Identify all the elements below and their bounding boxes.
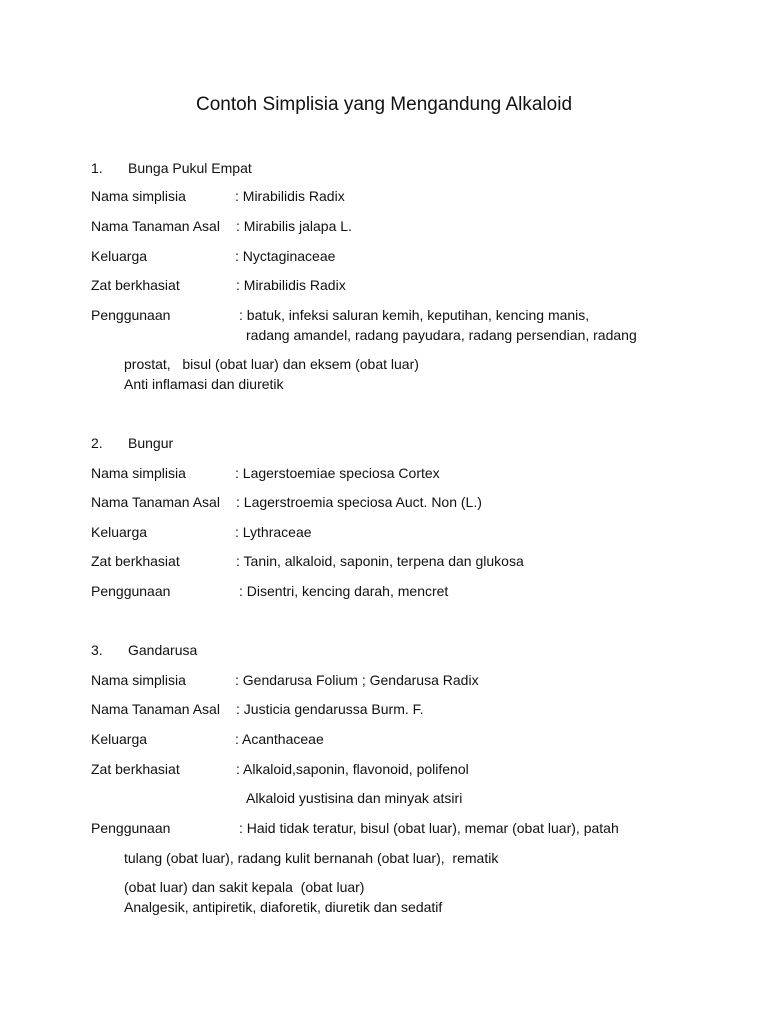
- field-value: : Alkaloid,saponin, flavonoid, polifenol: [236, 761, 469, 777]
- field-value: : Justicia gendarussa Burm. F.: [236, 701, 424, 717]
- entry-heading: Gandarusa: [128, 642, 198, 658]
- field-value-continuation: Analgesik, antipiretik, diaforetik, diuretik dan sedatif: [124, 899, 443, 915]
- field-label: Nama Tanaman Asal: [91, 218, 220, 234]
- field-label: Zat berkhasiat: [91, 761, 180, 777]
- field-value: : Haid tidak teratur, bisul (obat luar), memar (obat luar), patah: [239, 820, 619, 836]
- field-label: Zat berkhasiat: [91, 277, 180, 293]
- field-value: : Mirabilis jalapa L.: [236, 218, 352, 234]
- field-value: : Acanthaceae: [235, 731, 324, 747]
- field-label: Keluarga: [91, 731, 148, 747]
- field-value: : Mirabilidis Radix: [236, 277, 346, 293]
- field-label: Zat berkhasiat: [91, 553, 180, 569]
- field-value-continuation: (obat luar) dan sakit kepala (obat luar): [124, 879, 365, 895]
- field-value: : Gendarusa Folium ; Gendarusa Radix: [235, 672, 479, 688]
- field-label: Nama simplisia: [91, 465, 186, 481]
- field-value: : Disentri, kencing darah, mencret: [239, 583, 449, 599]
- entry-heading: Bunga Pukul Empat: [128, 160, 252, 176]
- field-value: : Lagerstroemia speciosa Auct. Non (L.): [236, 494, 482, 510]
- entry-number: 2.: [91, 435, 103, 451]
- field-value: : Tanin, alkaloid, saponin, terpena dan glukosa: [236, 553, 524, 569]
- field-value-continuation: tulang (obat luar), radang kulit bernanah (obat luar), rematik: [124, 850, 499, 866]
- entry-heading: Bungur: [128, 435, 174, 451]
- field-value: : Mirabilidis Radix: [235, 188, 345, 204]
- field-label: Nama Tanaman Asal: [91, 701, 220, 717]
- entry-number: 1.: [91, 160, 103, 176]
- field-value-continuation: prostat, bisul (obat luar) dan eksem (obat luar): [124, 356, 419, 372]
- field-value: : batuk, infeksi saluran kemih, keputihan, kencing manis,: [239, 307, 590, 323]
- field-label: Keluarga: [91, 524, 148, 540]
- field-label: Penggunaan: [91, 307, 171, 323]
- field-label: Nama simplisia: [91, 672, 186, 688]
- field-label: Keluarga: [91, 248, 148, 264]
- field-label: Penggunaan: [91, 820, 171, 836]
- field-label: Nama simplisia: [91, 188, 186, 204]
- field-value-continuation: Anti inflamasi dan diuretik: [124, 376, 284, 392]
- field-label: Penggunaan: [91, 583, 171, 599]
- field-value-continuation: radang amandel, radang payudara, radang persendian, radang: [246, 327, 637, 343]
- field-label: Nama Tanaman Asal: [91, 494, 220, 510]
- field-value-continuation: Alkaloid yustisina dan minyak atsiri: [246, 790, 463, 806]
- page-title: Contoh Simplisia yang Mengandung Alkaloid: [195, 94, 573, 115]
- field-value: : Nyctaginaceae: [235, 248, 336, 264]
- entry-number: 3.: [91, 642, 103, 658]
- field-value: : Lagerstoemiae speciosa Cortex: [235, 465, 440, 481]
- field-value: : Lythraceae: [235, 524, 312, 540]
